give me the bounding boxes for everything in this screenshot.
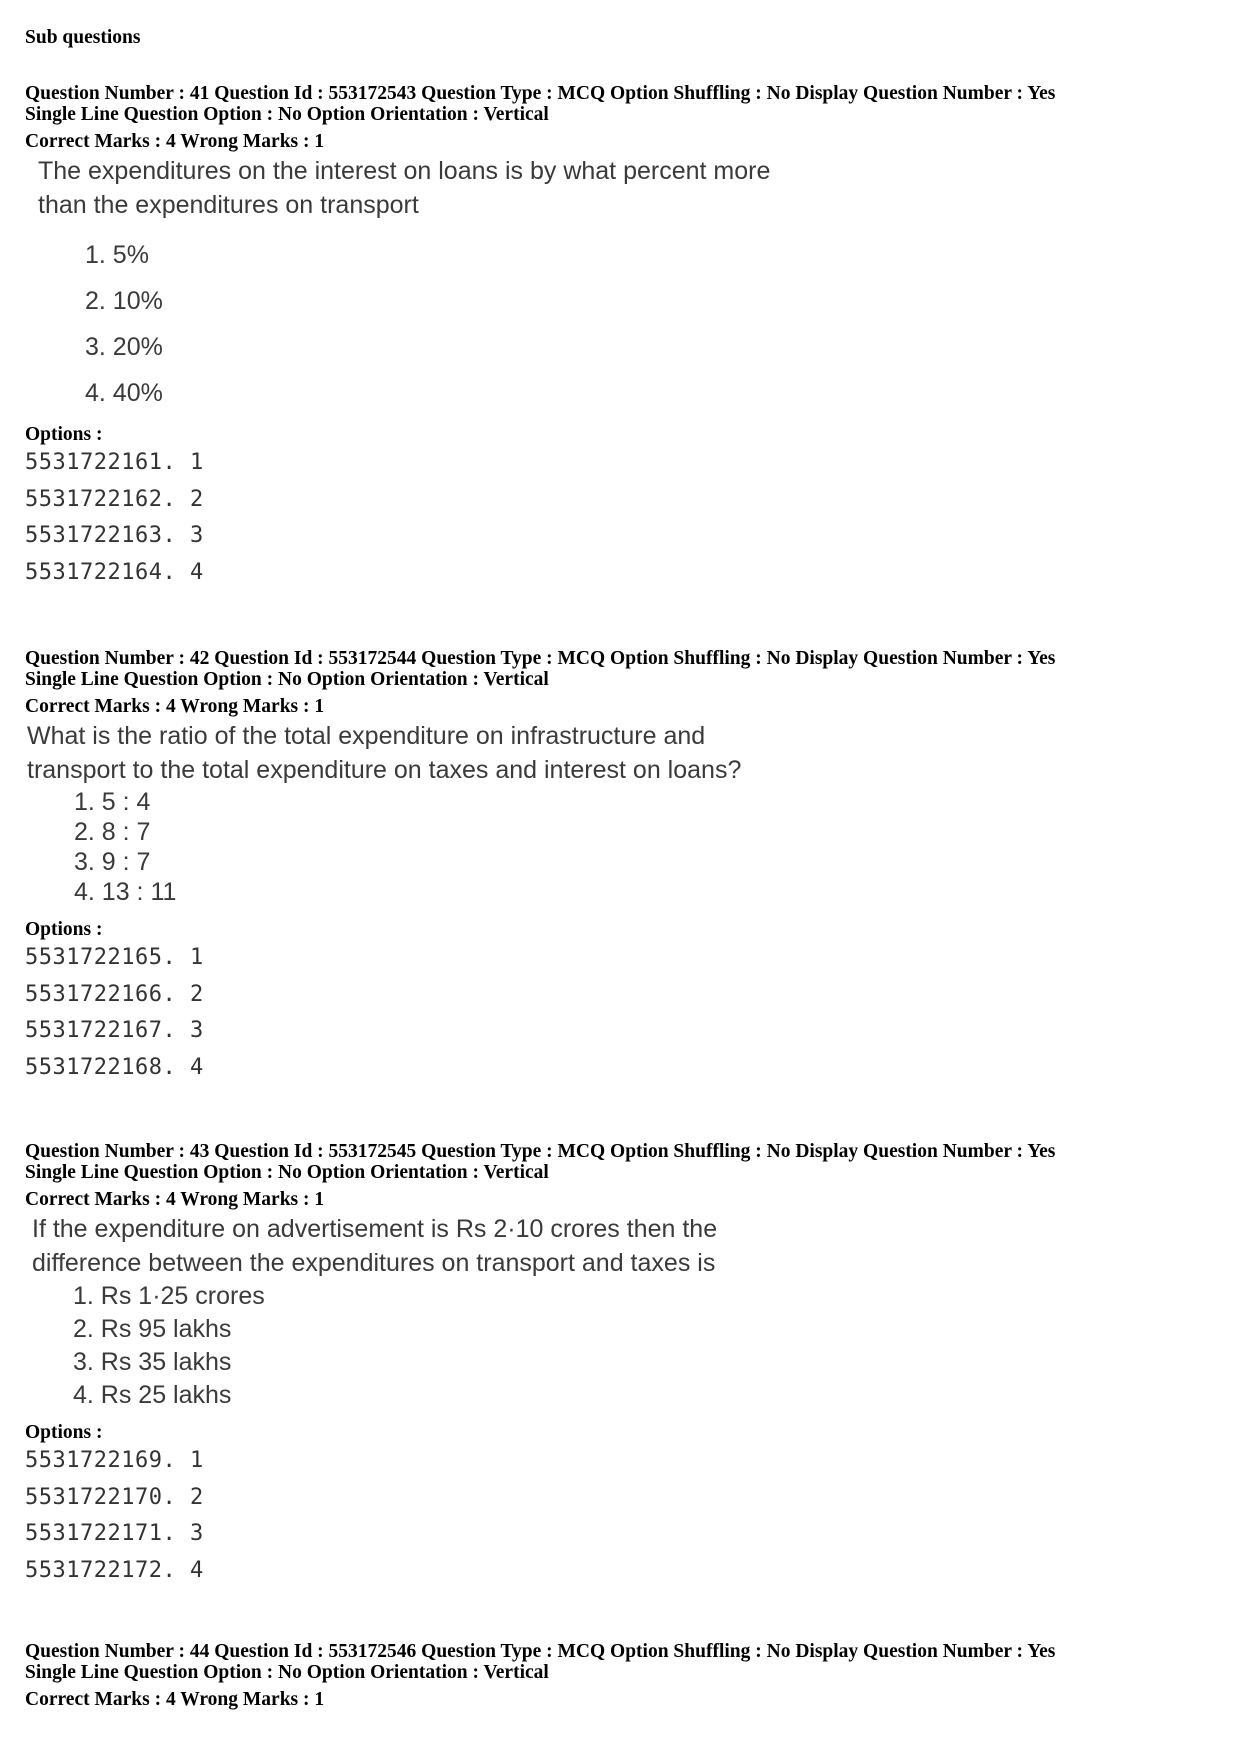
question-block-42	[25, 648, 1225, 1086]
marks-line: Correct Marks : 4 Wrong Marks : 1	[25, 131, 325, 152]
choice-item: 1. 5%	[85, 241, 149, 269]
marks-line: Correct Marks : 4 Wrong Marks : 1	[25, 696, 325, 717]
options-label: Options :	[25, 1422, 103, 1443]
question-meta-line: Question Number : 41 Question Id : 553172543 Question Type : MCQ Option Shuffling : No Display Question Number : Yes	[25, 83, 1056, 104]
question-meta-line-2: Single Line Question Option : No Option Orientation : Vertical	[25, 669, 549, 690]
question-stem	[27, 719, 1225, 787]
choice-list	[74, 787, 1225, 907]
question-stem-line: difference between the expenditures on transport and taxes is	[32, 1249, 716, 1277]
choice-item: 2. 8 : 7	[74, 818, 151, 846]
choice-list	[85, 232, 1225, 416]
choice-item: 4. 40%	[85, 379, 163, 407]
question-meta-line: Question Number : 44 Question Id : 553172546 Question Type : MCQ Option Shuffling : No Display Question Number : Yes	[25, 1641, 1056, 1662]
option-id-row: 5531722168. 4	[25, 1054, 204, 1080]
question-meta-line: Question Number : 42 Question Id : 553172544 Question Type : MCQ Option Shuffling : No Display Question Number : Yes	[25, 648, 1056, 669]
option-id-row: 5531722165. 1	[25, 945, 204, 970]
question-stem-line: The expenditures on the interest on loans is by what percent more	[38, 157, 771, 185]
options-label: Options :	[25, 919, 103, 940]
choice-item: 3. 20%	[85, 333, 163, 361]
option-id-row: 5531722161. 1	[25, 450, 204, 475]
choice-item: 1. 5 : 4	[74, 788, 151, 816]
option-id-row: 5531722166. 2	[25, 981, 204, 1007]
question-stem-line: transport to the total expenditure on taxes and interest on loans?	[27, 756, 742, 784]
question-stem	[32, 1212, 1225, 1280]
choice-item: 3. Rs 35 lakhs	[73, 1348, 232, 1376]
question-stem	[38, 154, 1225, 222]
question-meta-line: Question Number : 43 Question Id : 553172545 Question Type : MCQ Option Shuffling : No Display Question Number : Yes	[25, 1141, 1056, 1162]
option-id-list	[25, 1443, 1225, 1589]
question-stem-line: than the expenditures on transport	[38, 191, 419, 219]
option-id-row: 5531722167. 3	[25, 1018, 204, 1043]
options-label: Options :	[25, 424, 103, 445]
question-meta-line-2: Single Line Question Option : No Option Orientation : Vertical	[25, 1162, 549, 1183]
option-id-list	[25, 445, 1225, 591]
option-id-row: 5531722162. 2	[25, 486, 204, 512]
option-id-row: 5531722164. 4	[25, 559, 204, 585]
option-id-row: 5531722169. 1	[25, 1448, 204, 1473]
option-id-row: 5531722172. 4	[25, 1557, 204, 1583]
option-id-row: 5531722163. 3	[25, 523, 204, 548]
choice-item: 2. 10%	[85, 287, 163, 315]
question-meta-line-2: Single Line Question Option : No Option Orientation : Vertical	[25, 1662, 549, 1683]
choice-list	[73, 1280, 1225, 1412]
question-stem-line: If the expenditure on advertisement is Rs 2·10 crores then the	[32, 1215, 718, 1243]
question-block-44	[25, 1641, 1225, 1710]
option-id-row: 5531722170. 2	[25, 1484, 204, 1510]
marks-line: Correct Marks : 4 Wrong Marks : 1	[25, 1689, 325, 1710]
question-stem-line: What is the ratio of the total expenditure on infrastructure and	[27, 722, 706, 750]
marks-line: Correct Marks : 4 Wrong Marks : 1	[25, 1189, 325, 1210]
choice-item: 4. 13 : 11	[74, 878, 177, 906]
choice-item: 3. 9 : 7	[74, 848, 151, 876]
choice-item: 2. Rs 95 lakhs	[73, 1315, 232, 1343]
question-block-41	[25, 83, 1225, 591]
question-block-43	[25, 1141, 1225, 1589]
question-meta-line-2: Single Line Question Option : No Option Orientation : Vertical	[25, 104, 549, 125]
choice-item: 1. Rs 1·25 crores	[73, 1282, 265, 1310]
option-id-list	[25, 940, 1225, 1086]
choice-item: 4. Rs 25 lakhs	[73, 1381, 232, 1409]
section-title: Sub questions	[25, 27, 141, 48]
option-id-row: 5531722171. 3	[25, 1521, 204, 1546]
